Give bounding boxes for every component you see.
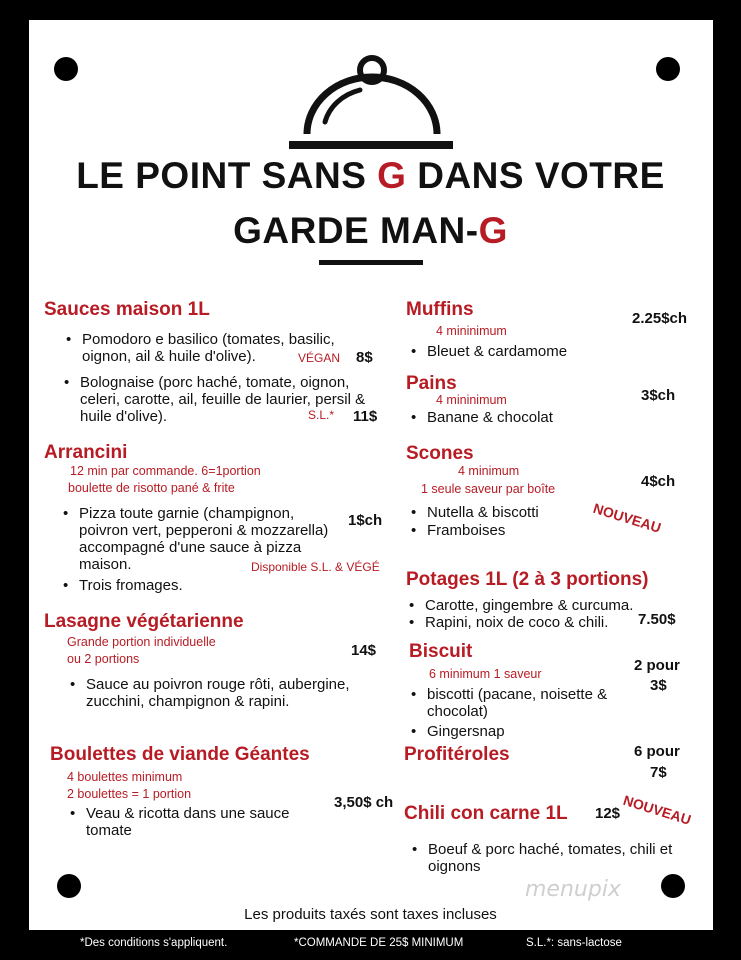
list-item: • Rapini, noix de coco & chili. bbox=[425, 614, 635, 631]
section-note: 4 boulettes minimum bbox=[67, 770, 183, 784]
price: 6 pour bbox=[634, 743, 680, 760]
corner-dot-top-left bbox=[54, 57, 78, 81]
corner-dot-bottom-right bbox=[661, 874, 685, 898]
price: 3,50$ ch bbox=[334, 794, 394, 811]
cloche-icon bbox=[285, 52, 455, 152]
section-heading-pains: Pains bbox=[406, 373, 457, 394]
price: 8$ bbox=[356, 349, 373, 366]
sans-lactose-tag: S.L.* bbox=[308, 408, 335, 422]
nouveau-badge: NOUVEAU bbox=[621, 792, 693, 828]
footer-sans-lactose: S.L.*: sans-lactose bbox=[526, 937, 622, 949]
section-heading-biscuit: Biscuit bbox=[409, 641, 473, 662]
list-item: • Sauce au poivron rouge rôti, aubergine, zucchini, champignon & rapini. bbox=[86, 676, 356, 710]
price: 3$ bbox=[650, 677, 667, 694]
price: 14$ bbox=[351, 642, 377, 659]
section-heading-potages: Potages 1L (2 à 3 portions) bbox=[406, 569, 649, 590]
page-title-line-2: GARDE MAN-G bbox=[233, 210, 508, 251]
section-heading-chili: Chili con carne 1L bbox=[404, 803, 568, 824]
footer-conditions: *Des conditions s'appliquent. bbox=[80, 937, 228, 949]
price: 1$ch bbox=[348, 512, 383, 529]
section-note: 6 minimum 1 saveur bbox=[429, 667, 542, 681]
footer-taxes: Les produits taxés sont taxes incluses bbox=[244, 906, 497, 923]
section-note: 12 min par commande. 6=1portion bbox=[70, 464, 261, 478]
section-note: 4 minimum bbox=[458, 464, 520, 478]
title-underline bbox=[319, 260, 423, 265]
section-heading-boulettes: Boulettes de viande Géantes bbox=[50, 744, 310, 765]
list-item: • Trois fromages. bbox=[79, 577, 339, 594]
list-item: • Gingersnap bbox=[427, 723, 627, 740]
section-heading-sauces: Sauces maison 1L bbox=[44, 299, 210, 320]
price: 7.50$ bbox=[638, 611, 676, 628]
section-note: ou 2 portions bbox=[67, 652, 140, 666]
nouveau-badge: NOUVEAU bbox=[591, 500, 663, 536]
section-note: 4 mininimum bbox=[436, 393, 507, 407]
price: 2 pour bbox=[634, 657, 680, 674]
section-note: 4 mininimum bbox=[436, 324, 507, 338]
vegan-tag: VÉGAN bbox=[298, 351, 341, 365]
section-heading-scones: Scones bbox=[406, 443, 474, 464]
section-heading-muffins: Muffins bbox=[406, 299, 474, 320]
list-item: • Banane & chocolat bbox=[427, 409, 647, 426]
list-item: • Bolognaise (porc haché, tomate, oignon, celeri, carotte, ail, feuille de laurier, persil & huile d'olive). bbox=[80, 374, 370, 425]
price: 12$ bbox=[595, 805, 621, 822]
list-item: • biscotti (pacane, noisette & chocolat) bbox=[427, 686, 647, 720]
price: 7$ bbox=[650, 764, 667, 781]
section-note: 2 boulettes = 1 portion bbox=[67, 787, 192, 801]
watermark: menupix bbox=[525, 877, 621, 902]
list-item: • Framboises bbox=[427, 522, 597, 539]
list-item: • Nutella & biscotti bbox=[427, 504, 597, 521]
list-item: • Veau & ricotta dans une sauce tomate bbox=[86, 805, 326, 839]
price: 11$ bbox=[353, 408, 378, 425]
section-heading-arrancini: Arrancini bbox=[44, 442, 128, 463]
list-item: • Pizza toute garnie (champignon, poivron vert, pepperoni & mozzarella) accompagné d'une sauce à pizza maison. bbox=[79, 505, 339, 573]
price: 4$ch bbox=[641, 473, 676, 490]
page-title-line-1: LE POINT SANS G DANS VOTRE bbox=[76, 155, 665, 196]
list-item: • Pomodoro e basilico (tomates, basilic, oignon, ail & huile d'olive). bbox=[82, 331, 374, 365]
price: 2.25$ch bbox=[632, 310, 688, 327]
price: 3$ch bbox=[641, 387, 676, 404]
footer-minimum: *COMMANDE DE 25$ MINIMUM bbox=[294, 937, 464, 949]
list-item: • Carotte, gingembre & curcuma. bbox=[425, 597, 665, 614]
section-note: boulette de risotto pané & frite bbox=[68, 481, 235, 495]
list-item: • Boeuf & porc haché, tomates, chili et oignons bbox=[428, 841, 713, 875]
corner-dot-top-right bbox=[656, 57, 680, 81]
section-note: 1 seule saveur par boîte bbox=[421, 482, 556, 496]
section-note: Grande portion individuelle bbox=[67, 635, 216, 649]
corner-dot-bottom-left bbox=[57, 874, 81, 898]
section-heading-profiteroles: Profitéroles bbox=[404, 744, 510, 765]
list-item: • Bleuet & cardamome bbox=[427, 343, 647, 360]
availability-tag: Disponible S.L. & VÉGÉ bbox=[251, 560, 380, 574]
section-heading-lasagne: Lasagne végétarienne bbox=[44, 611, 244, 632]
